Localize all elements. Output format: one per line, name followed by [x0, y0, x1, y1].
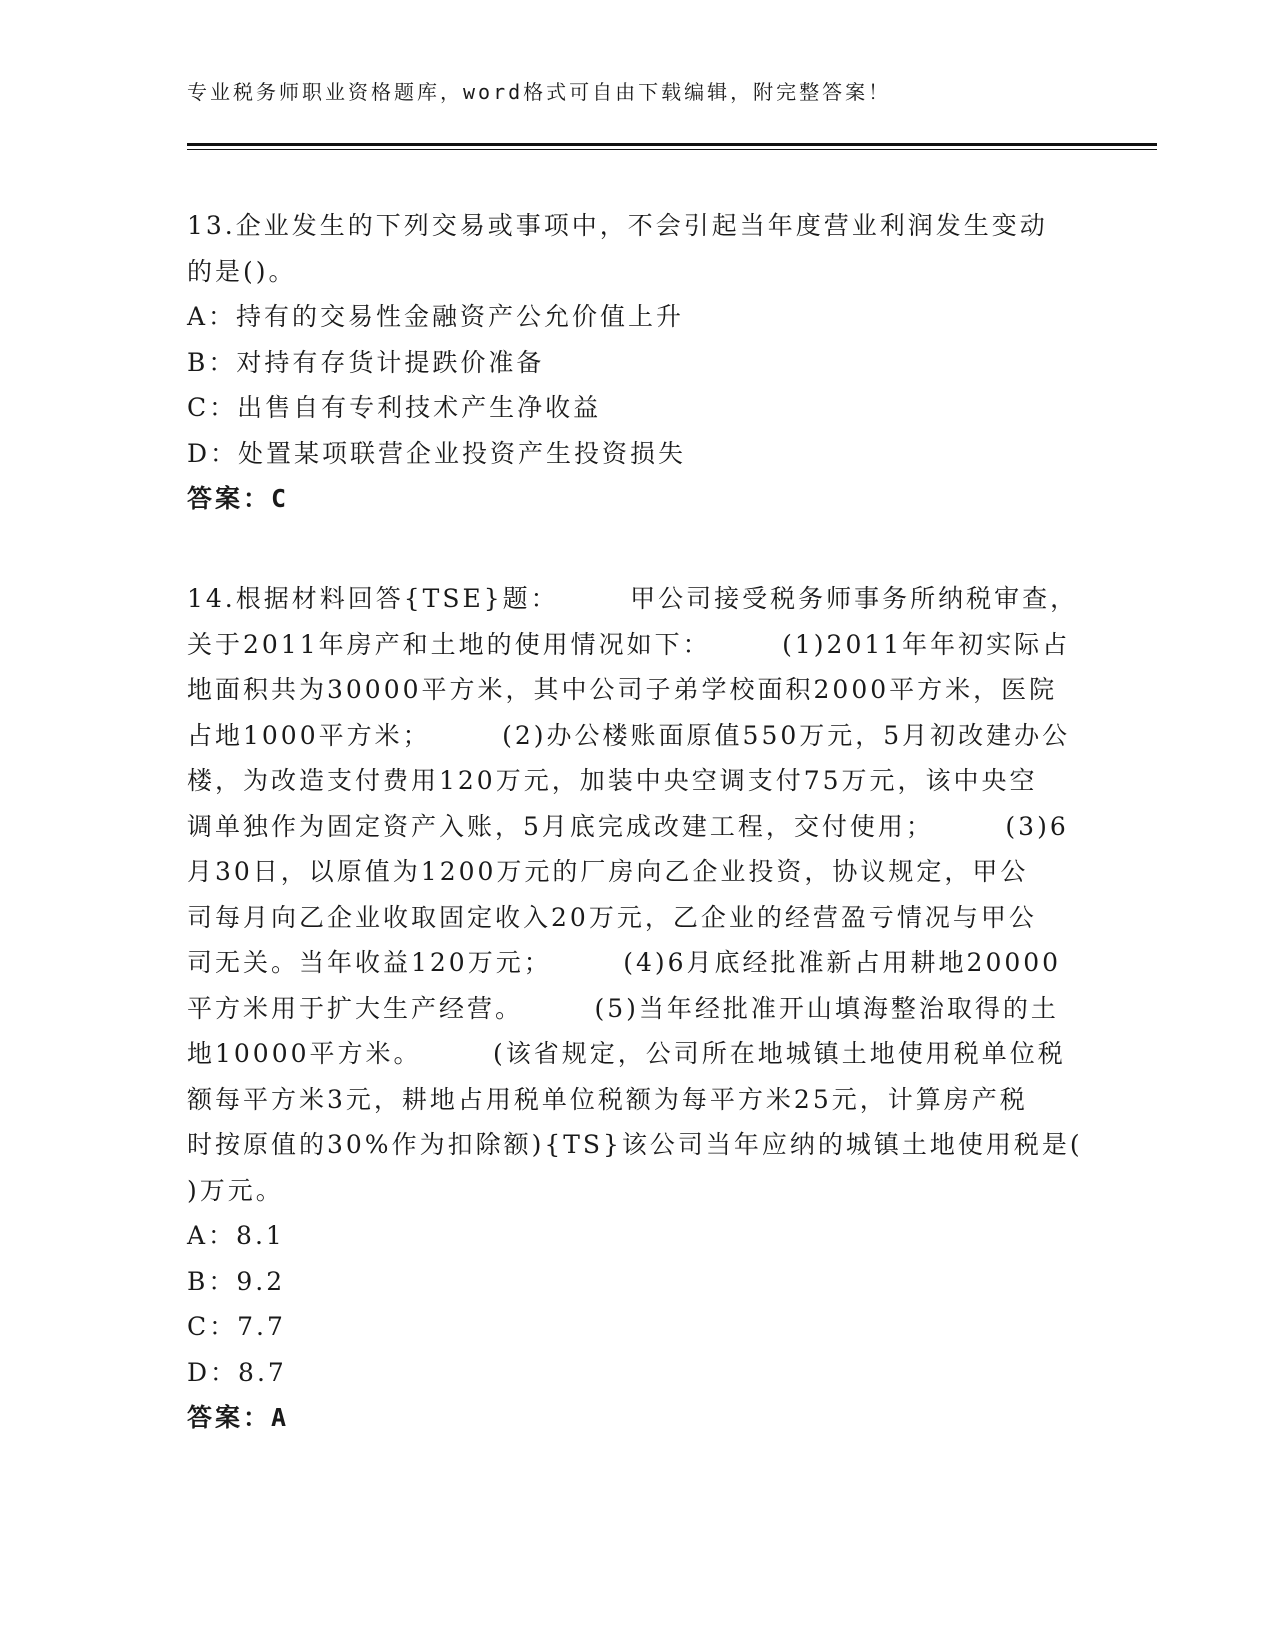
question-14-stem-line-9: 司无关。当年收益120万元； (4)6月底经批准新占用耕地20000 — [187, 948, 1062, 977]
question-list — [187, 203, 1087, 1441]
question-13-stem-line-1: 13.企业发生的下列交易或事项中，不会引起当年度营业利润发生变动 — [187, 211, 1048, 240]
question-13-option-c: C：出售自有专利技术产生净收益 — [187, 393, 602, 422]
question-14-stem-line-3: 地面积共为30000平方米，其中公司子弟学校面积2000平方米，医院 — [187, 675, 1058, 704]
question-14-stem-line-6: 调单独作为固定资产入账，5月底完成改建工程，交付使用； (3)6 — [187, 811, 1069, 841]
question-13-option-b: B：对持有存货计提跌价准备 — [187, 347, 545, 377]
header-rule-thick — [187, 143, 1157, 146]
question-spacer — [187, 522, 1087, 576]
question-14-stem-line-1: 14.根据材料回答{TSE}题： 甲公司接受税务师事务所纳税审查， — [187, 584, 1079, 613]
question-14-option-a: A：8.1 — [187, 1221, 285, 1250]
question-14-stem-line-14: )万元。 — [187, 1175, 284, 1205]
question-14-stem-line-13: 时按原值的30%作为扣除额){TS}该公司当年应纳的城镇土地使用税是( — [187, 1130, 1083, 1159]
question-14-stem-line-7: 月30日，以原值为1200万元的厂房向乙企业投资，协议规定，甲公 — [187, 857, 1029, 886]
question-13-stem-line-2: 的是()。 — [187, 256, 297, 286]
question-14-stem-line-8: 司每月向乙企业收取固定收入20万元，乙企业的经营盈亏情况与甲公 — [187, 902, 1037, 932]
question-14-answer: 答案：A — [187, 1403, 290, 1432]
header-rule-thin — [187, 149, 1157, 150]
question-14-stem-line-12: 额每平方米3元，耕地占用税单位税额为每平方米25元，计算房产税 — [187, 1084, 1028, 1114]
question-14-stem-line-5: 楼，为改造支付费用120万元，加装中央空调支付75万元，该中央空 — [187, 766, 1038, 795]
question-14-stem-line-4: 占地1000平方米； (2)办公楼账面原值550万元，5月初改建办公 — [187, 720, 1071, 750]
question-13-option-d: D：处置某项联营企业投资产生投资损失 — [187, 438, 687, 468]
question-14-option-d: D：8.7 — [187, 1357, 287, 1387]
question-14-option-c: C：7.7 — [187, 1312, 286, 1341]
page-header: 专业税务师职业资格题库，word格式可自由下载编辑，附完整答案！ — [187, 80, 892, 104]
question-13-option-a: A：持有的交易性金融资产公允价值上升 — [187, 302, 685, 331]
question-14 — [187, 576, 1087, 1441]
question-14-stem-line-10: 平方米用于扩大生产经营。 (5)当年经批准开山填海整治取得的土 — [187, 993, 1059, 1023]
question-14-stem-line-2: 关于2011年房产和土地的使用情况如下： (1)2011年年初实际占 — [187, 629, 1071, 659]
question-14-stem-line-11: 地10000平方米。 (该省规定，公司所在地城镇土地使用税单位税 — [187, 1039, 1066, 1068]
question-13 — [187, 203, 1087, 522]
question-14-option-b: B：9.2 — [187, 1266, 286, 1296]
question-13-answer: 答案：C — [187, 484, 290, 513]
